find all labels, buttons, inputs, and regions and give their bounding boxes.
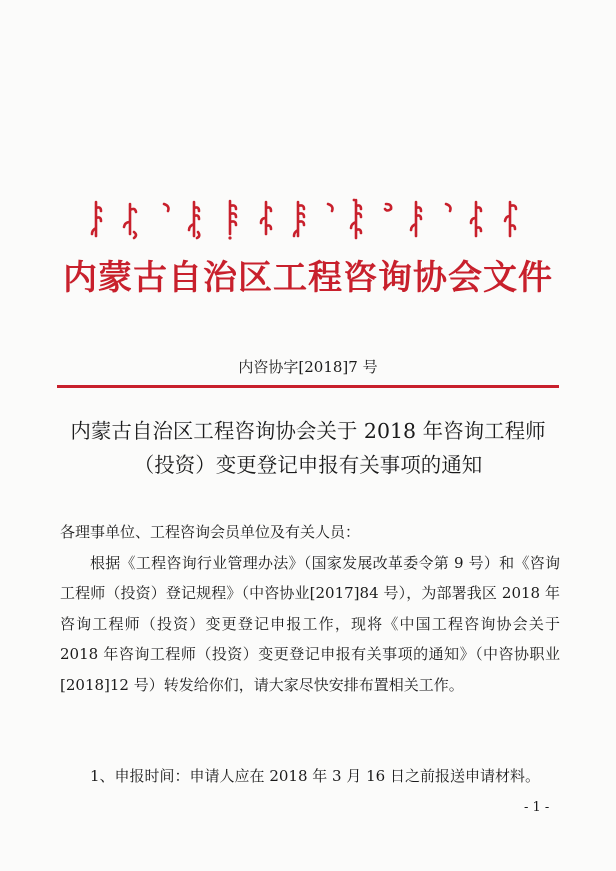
red-divider-line bbox=[57, 385, 559, 388]
organization-header: 内蒙古自治区工程咨询协会文件 bbox=[63, 258, 553, 298]
document-number: 内咨协字[2018]7 号 bbox=[238, 358, 378, 376]
document-title bbox=[30, 414, 586, 482]
title-line-1: 内蒙古自治区工程咨询协会关于 2018 年咨询工程师 bbox=[70, 419, 546, 443]
salutation: 各理事单位、工程咨询会员单位及有关人员： bbox=[60, 523, 361, 541]
title-line-2: （投资）变更登记申报有关事项的通知 bbox=[133, 453, 483, 477]
body-paragraph-1: 根据《工程咨询行业管理办法》（国家发展改革委令第 9 号）和《咨询工程师（投资）登记规程》（中咨协业[2017]84 号），为部署我区 2018 年咨询工程师（投资）变更登记申报工作，现将《中国工程咨询协会关于 2018 年咨询工程师（投资）变更登记申报有关事项的通知》（中咨协职业[2018]12 号）转发给你们，请大家尽快安排布置相关工作。 bbox=[60, 554, 560, 694]
mongolian-script-banner bbox=[90, 196, 526, 242]
page-number: - 1 - bbox=[524, 800, 550, 815]
body-paragraph-2: 1、申报时间：申请人应在 2018 年 3 月 16 日之前报送申请材料。 bbox=[90, 767, 540, 785]
